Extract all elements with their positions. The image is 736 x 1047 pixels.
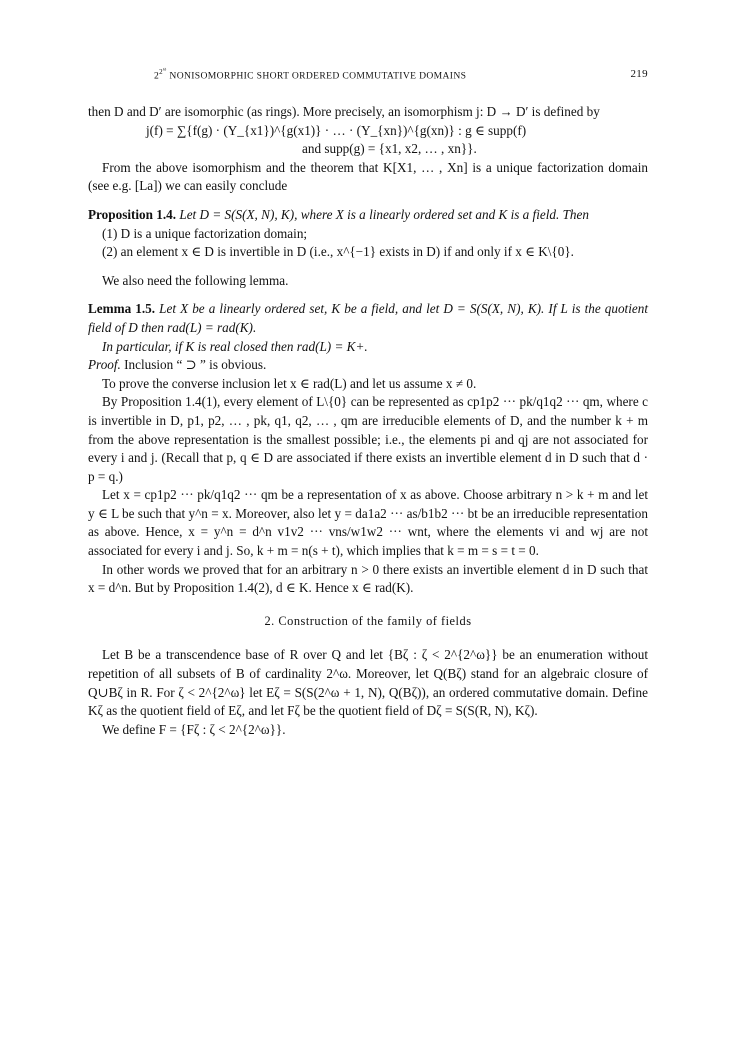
proposition-label: Proposition 1.4. xyxy=(88,206,177,222)
proof-paragraph-3: By Proposition 1.4(1), every element of L\{0} can be represented as cp1p2 ··· pk/q1q2 ··· qm, where c is invertible in D, p1, p2, … , pk, q1, q2, … , qm are irreducible elements of D, and the number k + m from the above representation is the smallest possible; i.e., the elements pi and qj are not associated for every i and j. (Recall that p, q ∈ D are associated if there exists an invertible element d in D such that d · p = q.) xyxy=(88,394,648,484)
proposition-item-1: (1) D is a unique factorization domain; xyxy=(102,225,308,241)
section-2-paragraph-1: Let B be a transcendence base of R over Q and let {Bζ : ζ < 2^{2^ω}} be an enumeration without repetition of all subsets of B of cardinality 2^ω. Moreover, let Q(Bζ) stand for an algebraic closure of Q∪Bζ in R. For ζ < 2^{2^ω} let Eζ = S(S(2^ω + 1, N), Q(Bζ)), an ordered commutative domain. Define Kζ as the quotient field of Eζ, and let Fζ be the quotient field of Dζ = S(S(R, N), Kζ). xyxy=(88,647,648,719)
proof-start: Proof. Inclusion “ ⊃ ” is obvious. xyxy=(88,357,267,373)
proposition-item-2: (2) an element x ∈ D is invertible in D (i.e., x^{−1} exists in D) if and only if x ∈ K\{0}. xyxy=(102,244,574,260)
paragraph-ufd: From the above isomorphism and the theorem that K[X1, … , Xn] is a unique factorization domain (see e.g. [La]) we can easily conclude xyxy=(88,159,648,194)
page xyxy=(88,64,648,739)
section-2-paragraph-2: We define F = {Fζ : ζ < 2^{2^ω}}. xyxy=(102,721,286,737)
spacer xyxy=(88,196,648,206)
running-header xyxy=(88,64,648,84)
running-title: $2^{2^\omega}$ NONISOMORPHIC SHORT ORDERED COMMUTATIVE DOMAINS xyxy=(154,68,467,82)
proof-paragraph-4: Let x = cp1p2 ··· pk/q1q2 ··· qm be a representation of x as above. Choose arbitrary n > k + m and let y ∈ L be such that y^n = x. Moreover, also let y = da1a2 ··· as/b1b2 ··· bt be an irreducible representation as above. Hence, x = y^n = d^n v1v2 ··· vns/w1w2 ··· wnt, where the elements vi and wj are not associated for every i and j. So, k + m = n(s + t), which implies that k = m = s = t = 0. xyxy=(88,487,648,559)
lemma-particular: In particular, if K is real closed then rad(L) = K+. xyxy=(102,338,368,354)
proposition-1-4 xyxy=(88,206,648,225)
lemma-statement: Let X be a linearly ordered set, K be a field, and let D = S(S(X, N), K). If L is the quotient field of D then rad(L) = rad(K). xyxy=(88,301,648,335)
lemma-label: Lemma 1.5. xyxy=(88,301,156,317)
paragraph-need-lemma: We also need the following lemma. xyxy=(102,272,289,288)
proof-paragraph-5: In other words we proved that for an arbitrary n > 0 there exists an invertible element d in D such that x = d^n. But by Proposition 1.4(2), d ∈ K. Hence x ∈ rad(K). xyxy=(88,561,648,596)
proposition-statement: Let D = S(S(X, N), K), where X is a linearly ordered set and K is a field. Then xyxy=(179,206,589,222)
equation-supp: and supp(g) = {x1, x2, … , xn}}. xyxy=(302,141,477,157)
proof-label: Proof. xyxy=(88,357,121,373)
page-number: 219 xyxy=(630,68,648,80)
lemma-1-5 xyxy=(88,300,648,337)
spacer xyxy=(88,290,648,300)
page-body xyxy=(88,103,648,739)
section-heading-2: 2. Construction of the family of fields xyxy=(264,613,472,628)
proof-paragraph-2: To prove the converse inclusion let x ∈ rad(L) and let us assume x ≠ 0. xyxy=(102,375,477,391)
paragraph-isomorphism: then D and D′ are isomorphic (as rings). More precisely, an isomorphism j: D → D′ is defined by xyxy=(88,104,600,119)
spacer xyxy=(88,262,648,272)
equation-j-definition: j(f) = ∑{f(g) · (Y_{x1})^{g(x1)} · … · (Y_{xn})^{g(xn)} : g ∈ supp(f) xyxy=(146,122,527,138)
